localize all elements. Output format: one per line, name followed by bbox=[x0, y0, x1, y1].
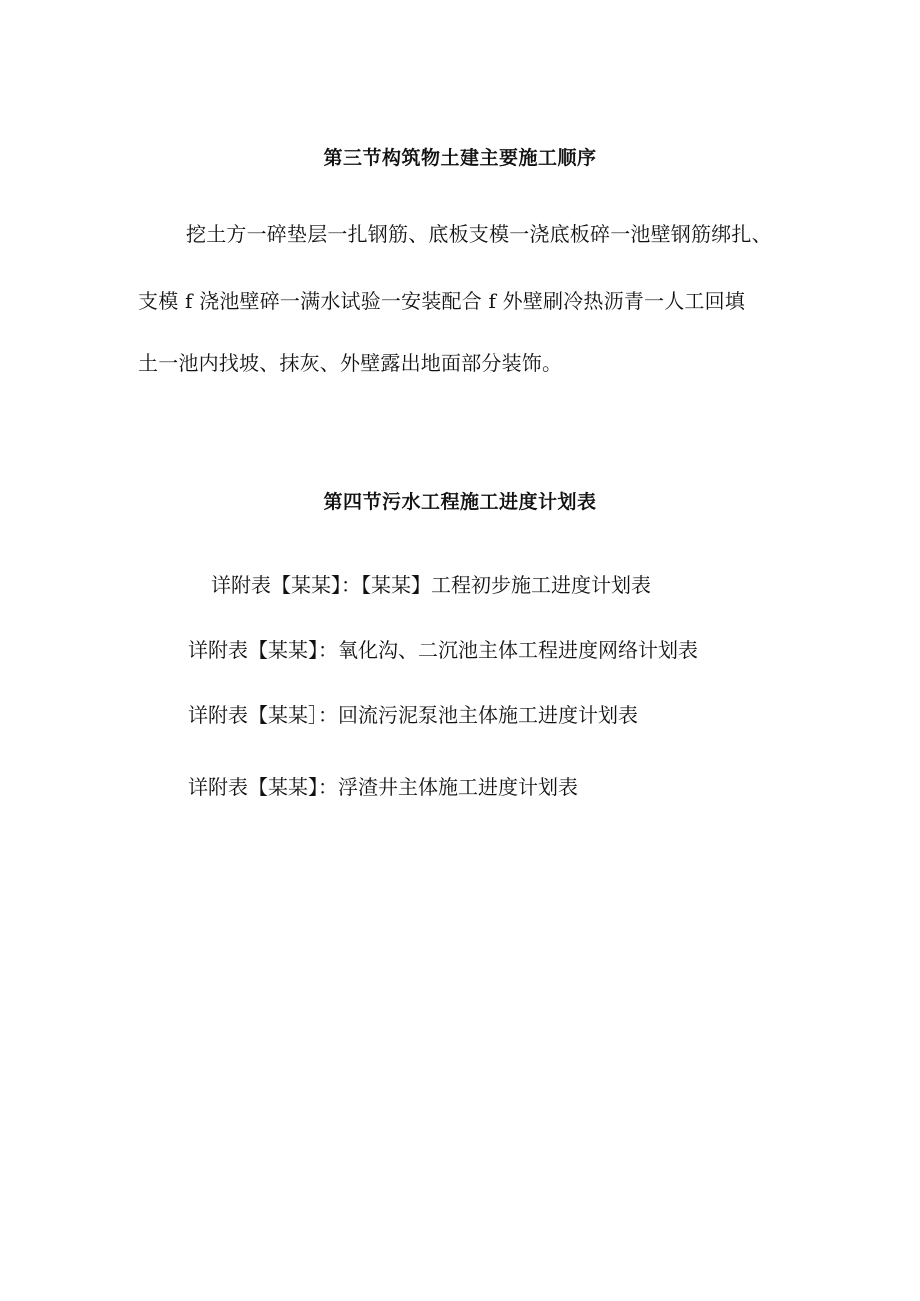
section-3-heading: 第三节构筑物土建主要施工顺序 bbox=[323, 147, 597, 169]
attachment-line-2: 详附表【某某】：氧化沟、二沉池主体工程进度网络计划表 bbox=[188, 638, 698, 662]
section-3-paragraph-line-2: 支模 f 浇池壁碎一满水试验一安装配合 f 外壁刷冷热沥青一人工回填 bbox=[138, 289, 746, 313]
section-4-heading: 第四节污水工程施工进度计划表 bbox=[323, 491, 597, 513]
section-3-paragraph-line-3: 土一池内找坡、抹灰、外壁露出地面部分装饰。 bbox=[138, 351, 563, 375]
attachment-line-1: 详附表【某某】：【某某】工程初步施工进度计划表 bbox=[211, 573, 651, 597]
attachment-line-3: 详附表【某某］：回流污泥泵池主体施工进度计划表 bbox=[188, 703, 638, 727]
attachment-line-4: 详附表【某某】：浮渣井主体施工进度计划表 bbox=[188, 775, 578, 799]
section-3-paragraph-line-1: 挖土方一碎垫层一扎钢筋、底板支模一浇底板碎一池壁钢筋绑扎、 bbox=[186, 222, 772, 246]
